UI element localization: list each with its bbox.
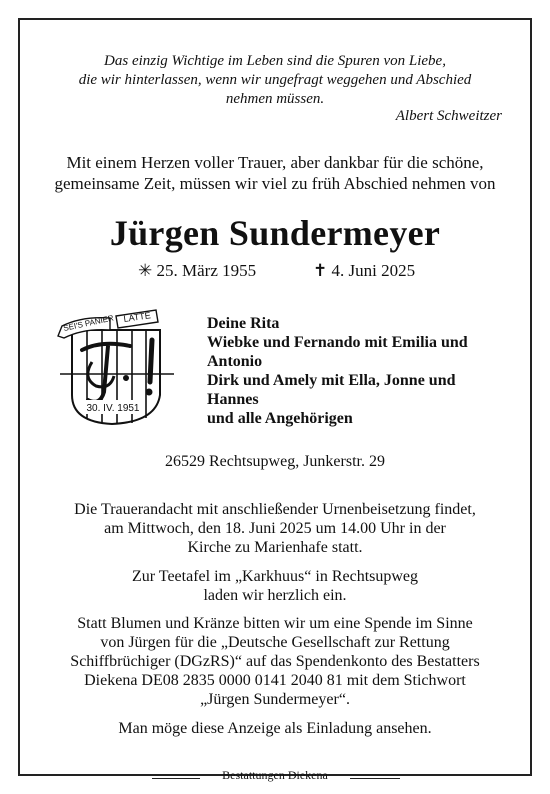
donation-paragraph (40, 614, 510, 709)
emblem-date: 30. IV. 1951 (86, 403, 140, 414)
paragraph-line: Man möge diese Anzeige als Einladung ansehen. (118, 720, 432, 737)
quote-line: nehmen müssen. (225, 91, 325, 107)
quote-author: Albert Schweitzer (395, 108, 502, 124)
quote-line: Das einzig Wichtige im Leben sind die Spuren von Liebe, (104, 53, 446, 69)
invitation-note (40, 719, 510, 738)
funeral-service-paragraph (40, 500, 510, 557)
paragraph-line: Zur Teetafel im „Karkhuus“ in Rechtsupweg (131, 568, 419, 585)
death-date: ✝ 4. Juni 2025 (313, 261, 416, 280)
club-emblem-icon (52, 300, 182, 430)
intro-text (30, 152, 520, 194)
tea-invitation-paragraph (40, 567, 510, 605)
intro-line: Mit einem Herzen voller Trauer, aber dankbar für die schöne, (66, 153, 484, 172)
emblem-banner-right: LATTE (122, 310, 152, 324)
paragraph-line: Statt Blumen und Kränze bitten wir um eine Spende im Sinne (77, 615, 473, 632)
family-line: Dirk und Amely mit Ella, Jonne und (207, 372, 456, 389)
intro-line: gemeinsame Zeit, müssen wir viel zu früh Abschied nehmen von (54, 174, 496, 193)
emblem-banner-left: SEI'S PANIER (62, 313, 115, 333)
paragraph-line: Kirche zu Marienhafe statt. (187, 539, 363, 556)
paragraph-line: am Mittwoch, den 18. Juni 2025 um 14.00 Uhr in der (104, 520, 446, 537)
birth-date: ✳ 25. März 1955 (138, 261, 257, 280)
family-line: Deine Rita (207, 315, 280, 332)
family-line: und alle Angehörigen (207, 410, 353, 427)
funeral-home-name: Bestattungen Diekena (222, 768, 328, 782)
footer-rule-right (350, 778, 400, 779)
quote-line: die wir hinterlassen, wenn wir ungefragt weggehen und Abschied (78, 72, 472, 88)
quote (40, 52, 510, 109)
paragraph-line: von Jürgen für die „Deutsche Gesellschaft zur Rettung (100, 634, 450, 651)
address: 26529 Rechtsupweg, Junkerstr. 29 (165, 453, 385, 470)
family-line: Antonio (207, 353, 263, 370)
paragraph-line: Schiffbrüchiger (DGzRS)“ auf das Spendenkonto des Bestatters (70, 653, 480, 670)
paragraph-line: Diekena DE08 2835 0000 0141 2040 81 mit dem Stichwort (84, 672, 466, 689)
deceased-name: Jürgen Sundermeyer (109, 213, 441, 253)
paragraph-line: laden wir herzlich ein. (203, 587, 347, 604)
family-line: Wiebke und Fernando mit Emilia und (207, 334, 468, 351)
family-list (207, 314, 527, 428)
paragraph-line: „Jürgen Sundermeyer“. (200, 691, 350, 708)
paragraph-line: Die Trauerandacht mit anschließender Urnenbeisetzung findet, (74, 501, 476, 518)
family-line: Hannes (207, 391, 259, 408)
footer (0, 764, 550, 784)
